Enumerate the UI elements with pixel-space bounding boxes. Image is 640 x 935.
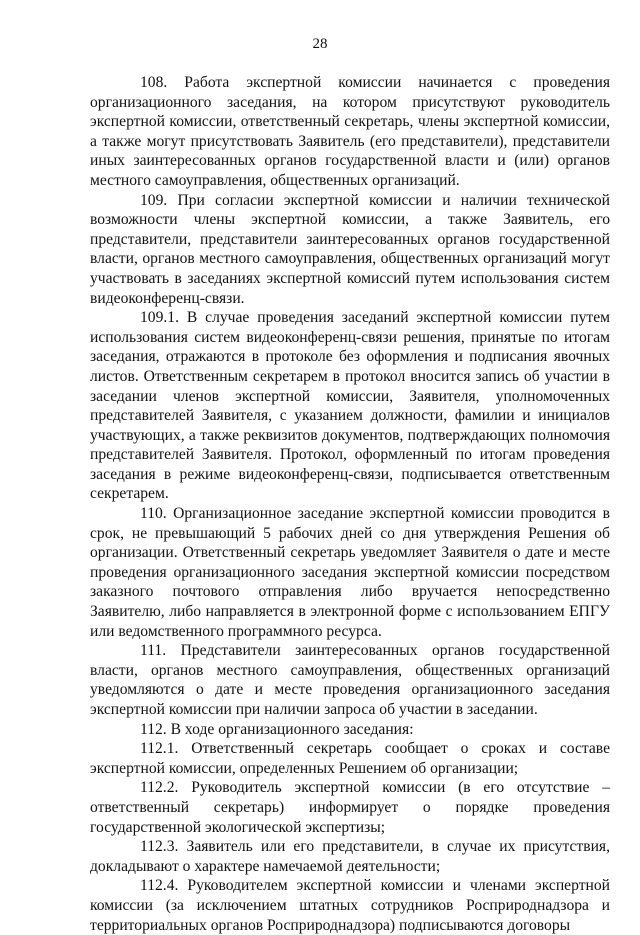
- paragraph-112-4: 112.4. Руководителем экспертной комиссии и членами экспертной комиссии (за исключением штатных сотрудников Росприроднадзора и территориальных органов Росприроднадзора) подписываются договоры: [90, 877, 610, 934]
- paragraph-112: 112. В ходе организационного заседания:: [140, 720, 414, 738]
- paragraph-112-2: 112.2. Руководитель экспертной комиссии (в его отсутствие – ответственный секретарь) информирует о порядке проведения государственной экологической экспертизы;: [90, 779, 610, 836]
- paragraph-109-1: 109.1. В случае проведения заседаний экспертной комиссии путем использования систем видеоконференц-связи решения, принятые по итогам заседания, отражаются в протоколе без оформления и подписания явочных листов. Ответственным секретарем в протокол вносится запись об участии в заседании членов экспертной комиссии, Заявителя, уполномоченных представителей Заявителя, с указанием должности, фамилии и инициалов участвующих, а также реквизитов документов, подтверждающих полномочия представителей Заявителя. Протокол, оформленный по итогам проведения заседания в режиме видеоконференц-связи, подписывается ответственным секретарем.: [90, 309, 610, 503]
- paragraph-109: 109. При согласии экспертной комиссии и наличии технической возможности члены экспертной комиссии, а также Заявитель, его представители, представители заинтересованных органов государственной власти, органов местного самоуправления, общественных организаций могут участвовать в заседаниях экспертной комиссий путем использования систем видеоконференц-связи.: [90, 191, 610, 307]
- body-text: [90, 73, 610, 935]
- paragraph-108: 108. Работа экспертной комиссии начинается с проведения организационного заседания, на котором присутствуют руководитель экспертной комиссии, ответственный секретарь, члены экспертной комиссии, а также могут присутствовать Заявитель (его представители), представители иных заинтересованных органов государственной власти и (или) органов местного самоуправления, общественных организаций.: [90, 74, 610, 189]
- paragraph-110: 110. Организационное заседание экспертной комиссии проводится в срок, не превышающий 5 рабочих дней со дня утверждения Решения об организации. Ответственный секретарь уведомляет Заявителя о дате и месте проведения организационного заседания экспертной комиссии посредством заказного почтового отправления либо вручается непосредственно Заявителю, либо направляется в электронной форме с использованием ЕПГУ или ведомственного программного ресурса.: [90, 505, 610, 640]
- page-number: 28: [312, 36, 328, 52]
- paragraph-112-3: 112.3. Заявитель или его представители, в случае их присутствия, докладывают о характере намечаемой деятельности;: [90, 838, 610, 875]
- paragraph-112-1: 112.1. Ответственный секретарь сообщает о сроках и составе экспертной комиссии, определенных Решением об организации;: [90, 740, 610, 777]
- paragraph-111: 111. Представители заинтересованных органов государственной власти, органов местного самоуправления, общественных организаций уведомляются о дате и месте проведения организационного заседания экспертной комиссии при наличии запроса об участии в заседании.: [90, 642, 610, 718]
